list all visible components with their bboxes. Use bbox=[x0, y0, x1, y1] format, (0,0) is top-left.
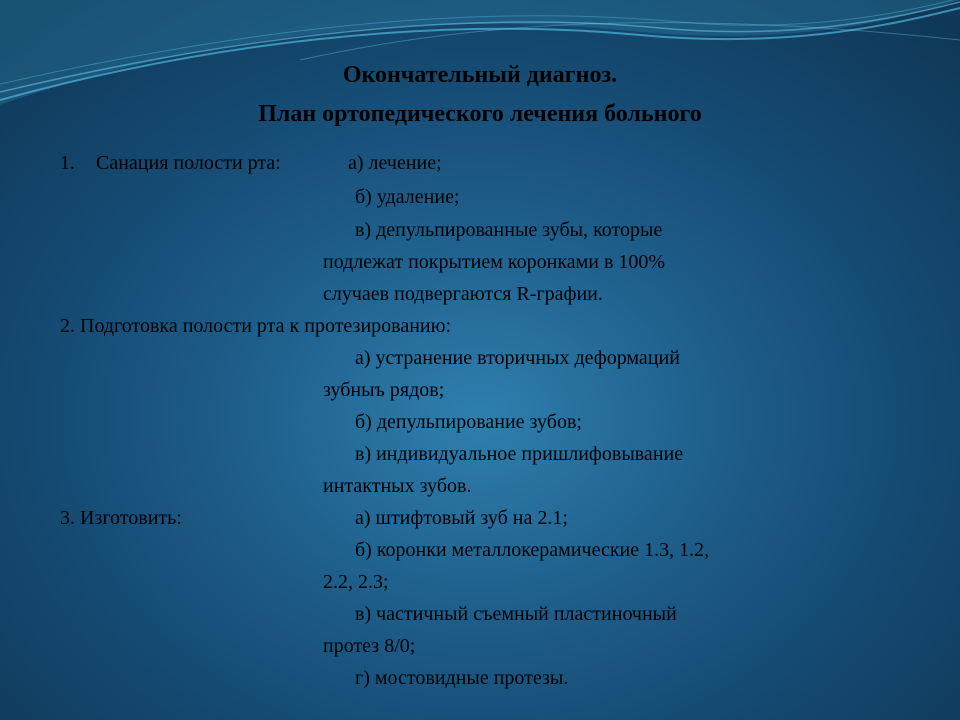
item3-line: в) частичный съемный пластиночный bbox=[355, 603, 677, 625]
item2-line: в) индивидуальное пришлифовывание bbox=[355, 443, 684, 465]
item3-line: а) штифтовый зуб на 2.1; bbox=[355, 507, 568, 529]
item1-line: в) депульпированные зубы, которые bbox=[355, 219, 663, 241]
item3-line: б) коронки металлокерамические 1.3, 1.2, bbox=[355, 539, 710, 561]
item3-heading: 3. Изготовить: bbox=[60, 507, 182, 529]
item1-heading: Санация полости рта: bbox=[96, 152, 281, 174]
item2-line: зубныъ рядов; bbox=[323, 379, 445, 401]
item3-line: 2.2, 2.3; bbox=[323, 571, 389, 593]
item3-line: протез 8/0; bbox=[323, 635, 416, 657]
item1-number: 1. bbox=[60, 152, 75, 174]
item1-line: а) лечение; bbox=[348, 152, 442, 174]
item2-line: интактных зубов. bbox=[323, 475, 472, 497]
item2-heading: 2. Подготовка полости рта к протезированию: bbox=[60, 315, 452, 337]
item2-line: а) устранение вторичных деформаций bbox=[355, 347, 680, 369]
item2-line: б) депульпирование зубов; bbox=[355, 411, 582, 433]
item1-line: случаев подвергаются R-графии. bbox=[323, 283, 603, 305]
slide-title-line2: План ортопедического лечения больного bbox=[258, 101, 702, 127]
item1-line: подлежат покрытием коронками в 100% bbox=[323, 251, 666, 273]
slide-title-line1: Окончательный диагноз. bbox=[342, 62, 618, 88]
item1-line: б) удаление; bbox=[355, 186, 460, 208]
item3-line: г) мостовидные протезы. bbox=[355, 667, 569, 689]
